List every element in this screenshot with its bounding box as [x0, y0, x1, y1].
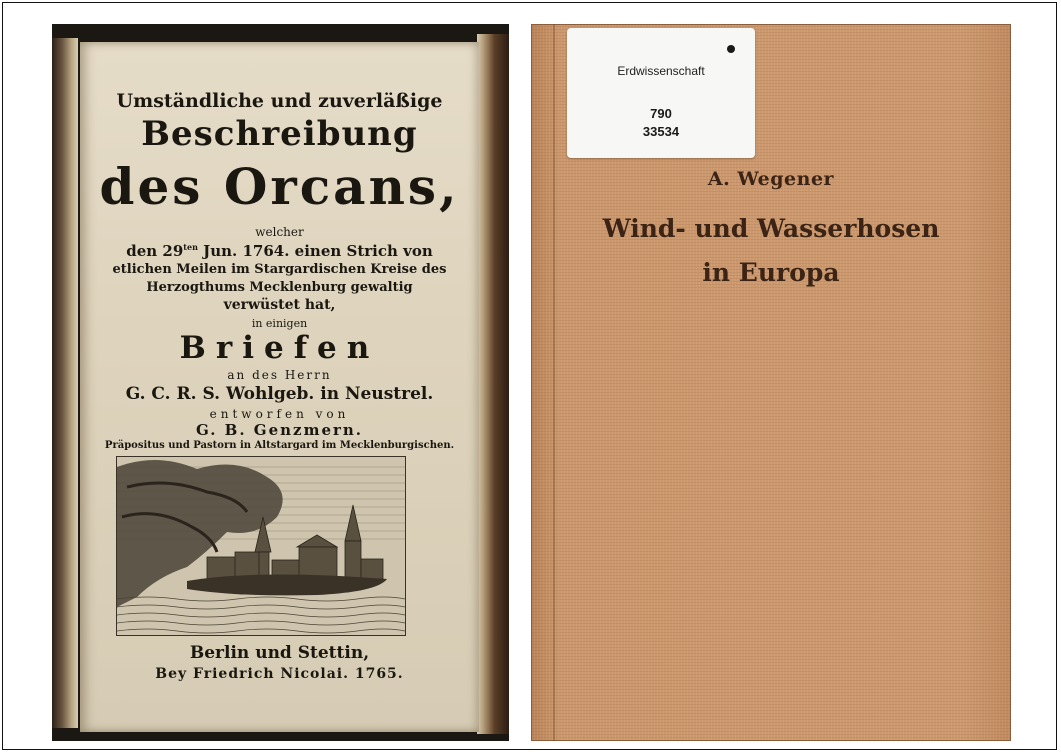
punch-hole-icon: [727, 45, 735, 53]
title-line-12: G. C. R. S. Wohlgeb. in Neustrel.: [125, 384, 434, 404]
book-cover-photo: [531, 24, 1011, 741]
image-frame: [2, 2, 1057, 750]
line-5-before: den 29: [126, 242, 184, 260]
title-line-14: G. B. Genzmern.: [195, 421, 364, 439]
cover-title-line-1: Wind- und Wasserhosen: [602, 214, 940, 243]
book-edge-right: [477, 34, 509, 734]
title-line-15: Präpositus und Pastorn in Altstargard im Mecklenburgischen.: [104, 440, 455, 451]
title-line-4: welcher: [255, 225, 304, 239]
title-line-1: Umständliche und zuverläßige: [116, 90, 443, 112]
title-line-10: Briefen: [179, 330, 380, 366]
imprint-line-1: Berlin und Stettin,: [189, 643, 370, 663]
title-line-8: verwüstet hat,: [223, 297, 336, 313]
title-line-2: Beschreibung: [141, 114, 418, 154]
engraving-illustration: [117, 457, 405, 635]
title-line-5: [72, 242, 487, 260]
label-subject: Erdwissenschaft: [617, 64, 705, 78]
cover-author: A. Wegener: [707, 168, 835, 190]
book-spine-left: [52, 38, 78, 728]
line-5-sup: ten: [183, 242, 198, 252]
title-line-11: an des Herrn: [227, 368, 332, 382]
line-5-after: Jun. 1764. einen Strich von: [197, 242, 433, 260]
title-line-7: Herzogthums Mecklenburg gewaltig: [146, 280, 413, 295]
title-line-13: entworfen von: [209, 407, 350, 421]
title-line-9: in einigen: [251, 317, 308, 330]
title-page-photo: [52, 24, 509, 741]
label-number-1: 790: [650, 106, 672, 121]
title-line-6: etlichen Meilen im Stargardischen Kreise des: [112, 262, 447, 277]
title-line-3: des Orcans,: [99, 157, 460, 216]
label-number-2: 33534: [642, 124, 680, 139]
title-page: [80, 42, 479, 732]
cover-hinge: [553, 24, 555, 741]
storm-engraving: [116, 456, 406, 636]
cover-title-line-2: in Europa: [702, 258, 840, 287]
library-label: [567, 28, 755, 158]
imprint-line-2: Bey Friedrich Nicolai. 1765.: [155, 666, 404, 682]
